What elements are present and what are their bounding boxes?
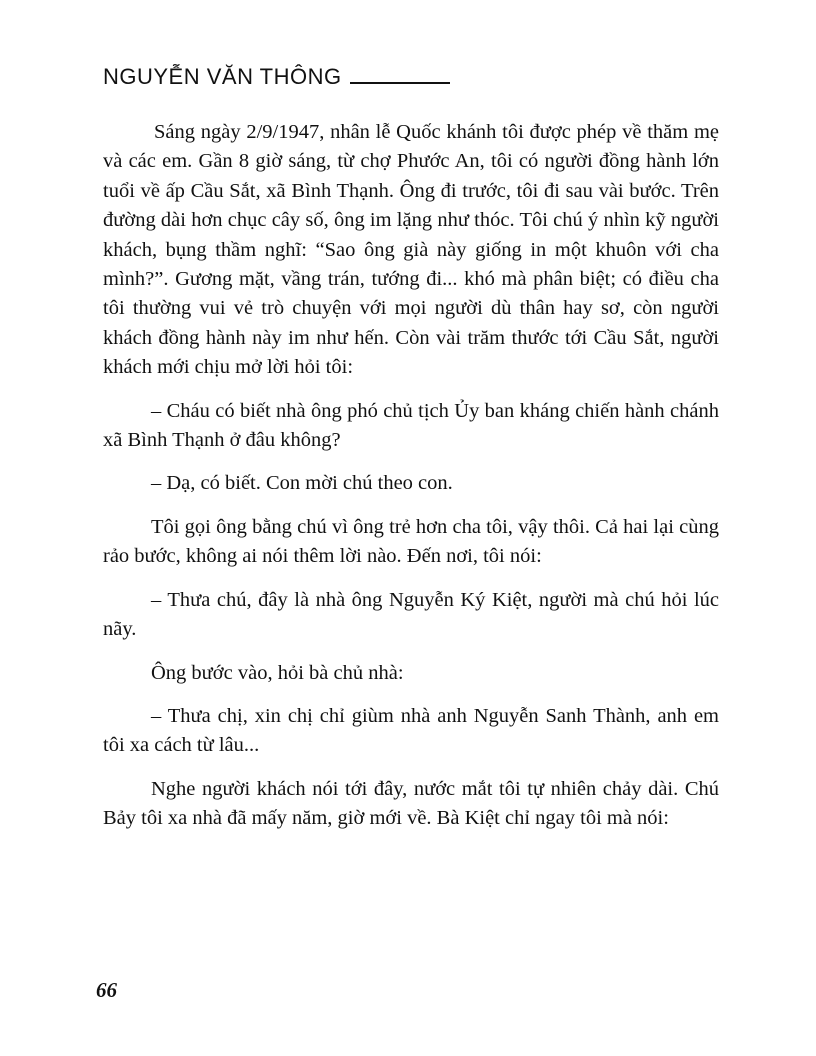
paragraph-4: Nghe người khách nói tới đây, nước mắt tôi tự nhiên chảy dài. Chú Bảy tôi xa nhà đã mấy năm, giờ mới về. Bà Kiệt chỉ ngay tôi mà nói: — [103, 777, 719, 830]
paragraph-1: Sáng ngày 2/9/1947, nhân lễ Quốc khánh tôi được phép về thăm mẹ và các em. Gần 8 giờ sáng, từ chợ Phước An, tôi có người đồng hành lớn tuổi về ấp Cầu Sắt, xã Bình Thạnh. Ông đi trước, tôi đi sau vài bước. Trên đường dài hơn chục cây số, ông im lặng như thóc. Tôi chú ý nhìn kỹ người khách, bụng thầm nghĩ: “Sao ông già này giống in một khuôn với cha mình?”. Gương mặt, vầng trán, tướng đi... khó mà phân biệt; có điều cha tôi thường vui vẻ trò chuyện với mọi người dù thân hay sơ, còn người khách đồng hành này im như hến. Còn vài trăm thước tới Cầu Sắt, người khách mới chịu mở lời hỏi tôi: — [103, 121, 719, 379]
header-rule — [350, 82, 450, 84]
author-name: NGUYỄN VĂN THÔNG — [103, 64, 342, 89]
page-number: 66 — [96, 978, 117, 1002]
running-header — [103, 58, 523, 90]
dialogue-line-4: – Thưa chị, xin chị chỉ giùm nhà anh Nguyễn Sanh Thành, anh em tôi xa cách từ lâu... — [103, 704, 719, 757]
dialogue-line-3: – Thưa chú, đây là nhà ông Nguyễn Ký Kiệt, người mà chú hỏi lúc nãy. — [103, 588, 719, 641]
dialogue-line-2: – Dạ, có biết. Con mời chú theo con. — [151, 472, 453, 495]
body-text — [103, 118, 719, 848]
dialogue-line-1: – Cháu có biết nhà ông phó chủ tịch Ủy ban kháng chiến hành chánh xã Bình Thạnh ở đâu không? — [103, 399, 719, 452]
paragraph-2: Tôi gọi ông bằng chú vì ông trẻ hơn cha tôi, vậy thôi. Cả hai lại cùng rảo bước, không ai nói thêm lời nào. Đến nơi, tôi nói: — [103, 515, 719, 568]
paragraph-3: Ông bước vào, hỏi bà chủ nhà: — [151, 661, 404, 684]
